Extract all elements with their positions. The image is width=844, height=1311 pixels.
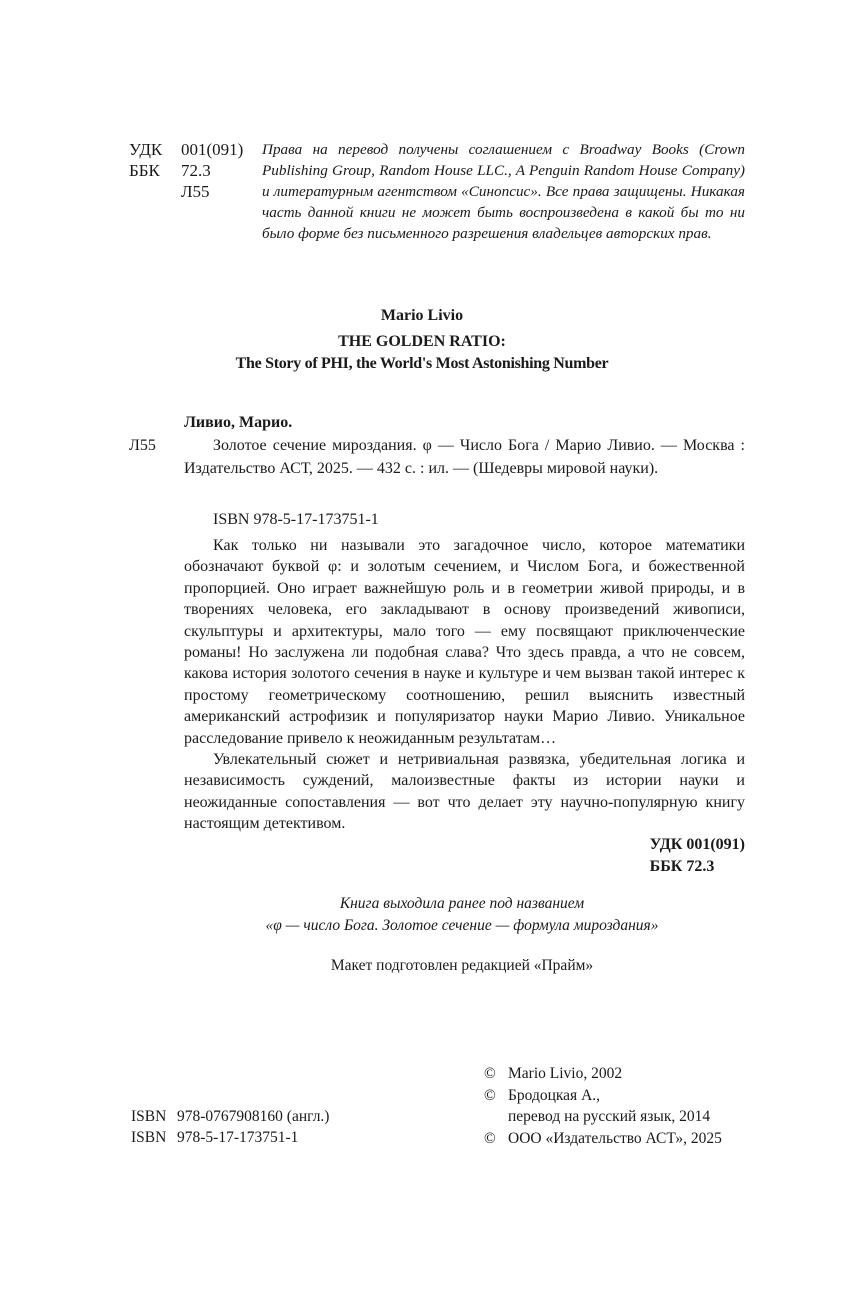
layout-credit: Макет подготовлен редакцией «Прайм»	[330, 957, 594, 974]
copyright-icon: ©	[484, 1065, 496, 1082]
original-subtitle: The Story of PHI, the World's Most Astonishing Number	[235, 355, 609, 372]
copyright-text: Mario Livio, 2002	[508, 1065, 623, 1082]
classification-label: ББК	[129, 161, 160, 180]
classification-block	[129, 139, 261, 202]
classification-row	[129, 181, 261, 202]
catalog-author-code: Л55	[129, 437, 156, 454]
classification-row	[129, 139, 261, 160]
classification-label	[129, 181, 181, 202]
isbn-label: ISBN	[131, 1129, 167, 1146]
previously-published-note: Книга выходила ранее под названием	[339, 895, 585, 912]
bbk-code: ББК 72.3	[649, 858, 715, 875]
rights-notice: Права на перевод получены соглашением с Broadway Books (Crown Publishing Group, Random House LLC., A Penguin Random House Company) и литературным агентством «Синопсис». Все права защищены. Никакая часть данной книги не может быть воспроизведена в какой бы то ни было форме без письменного разрешения владельцев авторских прав.	[262, 141, 745, 242]
annotation	[184, 535, 745, 835]
copyright-row	[484, 1128, 722, 1150]
classification-row	[129, 160, 261, 181]
classification-code: 72.3	[181, 161, 211, 180]
copyright-icon: ©	[484, 1086, 496, 1104]
catalog-author-heading: Ливио, Марио.	[184, 414, 293, 431]
original-author: Mario Livio	[380, 307, 464, 324]
annotation-paragraph: Увлекательный сюжет и нетривиальная развязка, убедительная логика и независимость суждений, малоизвестные факты из истории науки и неожиданные сопоставления — вот что делает эту научно-популярную книгу настоящим детективом.	[184, 751, 745, 833]
catalog-description: Золотое сечение мироздания. φ — Число Бога / Марио Ливио. — Москва : Издательство АСТ, 2025. — 432 с. : ил. — (Шедевры мировой науки).	[184, 437, 745, 477]
classification-label: УДК	[129, 140, 163, 159]
copyright-row	[484, 1063, 722, 1085]
copyright-text: перевод на русский язык, 2014	[508, 1108, 711, 1125]
isbn-label: ISBN	[131, 1108, 167, 1125]
copyright-list	[484, 1063, 722, 1149]
isbn-row	[131, 1106, 329, 1127]
isbn-row	[131, 1127, 329, 1148]
copyright-text: ООО «Издательство АСТ», 2025	[508, 1129, 722, 1147]
copyright-text: Бродоцкая А.,	[508, 1086, 601, 1104]
previous-title: «φ — число Бога. Золотое сечение — формула мироздания»	[265, 917, 659, 934]
classification-code: Л55	[181, 182, 210, 201]
isbn-list	[131, 1106, 329, 1148]
index-codes	[650, 834, 745, 878]
isbn-value: 978-5-17-173751-1	[177, 1129, 299, 1146]
catalog-isbn: ISBN 978-5-17-173751-1	[213, 511, 379, 528]
isbn-value: 978-0767908160 (англ.)	[177, 1108, 330, 1125]
original-title: THE GOLDEN RATIO:	[338, 333, 506, 350]
annotation-paragraph: Как только ни называли это загадочное число, которое математики обозначают буквой φ: и золотым сечением, и Числом Бога, и божественной пропорцией. Оно играет важнейшую роль и в геометрии живой природы, и в творениях человека, его закладывают в основу произведений живописи, скульптуры и архитектуры, мало того — ему посвящают приключенческие романы! Но заслужена ли подобная слава? Что здесь правда, а что не совсем, какова история золотого сечения в науке и культуре и чем вызван такой интерес к простому геометрическому соотношению, решил выяснить известный американский астрофизик и популяризатор науки Марио Ливио. Уникальное расследование привело к неожиданным результатам…	[184, 537, 745, 747]
udk-code: УДК 001(091)	[649, 836, 745, 853]
copyright-icon: ©	[484, 1129, 496, 1147]
classification-code: 001(091)	[181, 140, 244, 159]
copyright-row	[484, 1085, 722, 1128]
